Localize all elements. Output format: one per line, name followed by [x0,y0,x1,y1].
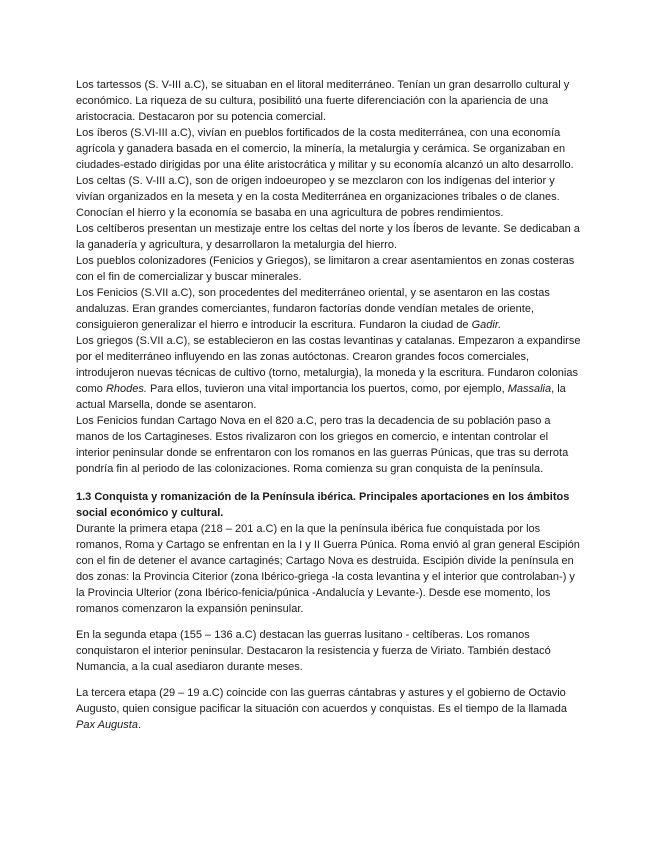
paragraph-celtiberos: Los celtíberos presentan un mestizaje entre los celtas del norte y los Íberos de levante. Se dedicaban a la ganadería y agricultura, y desarrollaron la metalurgia del hierro. [76,223,580,251]
paragraph-iberos: Los íberos (S.VI-III a.C), vivían en pueblos fortificados de la costa mediterránea, con una economía agrícola y ganadera basada en el comercio, la minería, la metalurgia y cerámica. Se organizaban en ciudades-estado dirigidas por una élite aristocrática y militar y su economía alcanzó un alto desarrollo. [76,127,574,171]
griegos-text-1: Los griegos (S.VII a.C), se establecieron en las costas levantinas y catalanas. Empezaron a expandirse por el mediterráneo influyendo en las zonas autóctonas. Crearon grandes focos comerciales, introdujeron nuevas técnicas de cultivo (torno, metalurgia), la moneda y la escritura. Fundaron colonias como [76,335,581,395]
etapa-3-end: . [137,719,142,731]
griegos-text-3: , la actual Marsella, donde se asentaron. [76,383,566,411]
paragraph-colonizadores: Los pueblos colonizadores (Fenicios y Griegos), se limitaron a crear asentamientos en zonas costeras con el fin de comercializar y buscar minerales. [76,255,575,283]
paragraph-etapa-1: Durante la primera etapa (218 – 201 a.C) en la que la península ibérica fue conquistada por los romanos, Roma y Cartago se enfrentan en la I y II Guerra Púnica. Roma envió al gran general Escipión con el fin de detener el avance cartaginés; Cartago Nova es destruida. Escipión divide la península en dos zonas: la Provincia Citerior (zona Ibérico-griega -la costa levantina y el interior que controlaban-) y la Provincia Ulterior (zona Ibérico-fenicia/púnica -Andalucía y Levante-). Desde ese momento, los romanos comenzaron la expansión peninsular. [76,523,580,615]
griegos-italic-2: Massalia [507,383,552,395]
paragraph-tartessos: Los tartessos (S. V-III a.C), se situaban en el litoral mediterráneo. Tenían un gran desarrollo cultural y económico. La riqueza de su cultura, posibilitó una fuerte diferenciación con la apariencia de una aristocracia. Destacaron por su potencia comercial. [76,79,570,123]
section-heading: 1.3 Conquista y romanización de la Península ibérica. Principales aportaciones en los ámbitos social económico y cultural. [76,491,570,519]
document-body [76,77,581,733]
paragraph-spacer [76,617,581,627]
griegos-italic-1: Rhodes. [105,383,147,395]
paragraph-griegos [76,333,581,413]
etapa-3-text: La tercera etapa (29 – 19 a.C) coincide con las guerras cántabras y astures y el gobierno de Octavio Augusto, quien consigue pacificar la situación con acuerdos y conquistas. Es el tiempo de la llamada [76,687,568,715]
etapa-3-italic: Pax Augusta [76,719,138,731]
paragraph-fenicios [76,285,581,333]
paragraph-etapa-2: En la segunda etapa (155 – 136 a.C) destacan las guerras lusitano - celtíberas. Los romanos conquistaron el interior peninsular. Destacaron la resistencia y fuerza de Viriato. También destacó Numancia, a la cual asediaron durante meses. [76,629,551,673]
fenicios-italic: Gadir. [471,319,502,331]
paragraph-cartago: Los Fenicios fundan Cartago Nova en el 820 a.C, pero tras la decadencia de su población paso a manos de los Cartagineses. Estos rivalizaron con los griegos en comercio, e intentan controlar el interior peninsular donde se enfrentaron con los romanos en las guerras Púnicas, que tras su derrota pondría fin al periodo de las colonizaciones. Roma comienza su gran conquista de la península. [76,415,569,475]
section-gap [76,477,581,489]
griegos-text-2: Para ellos, tuvieron una vital importancia los puertos, como, por ejemplo, [150,383,505,395]
paragraph-celtas: Los celtas (S. V-III a.C), son de origen indoeuropeo y se mezclaron con los indígenas del interior y vivían organizados en la meseta y en la costa Mediterránea en organizaciones tribales o de clanes. Conocían el hierro y la economía se basaba en una agricultura de pobres rendimientos. [76,175,560,219]
fenicios-text: Los Fenicios (S.VII a.C), son procedentes del mediterráneo oriental, y se asentaron en las costas andaluzas. Eran grandes comerciantes, fundaron factorías donde vendían metales de oriente, consiguieron generalizar el hierro e introducir la escritura. Fundaron la ciudad de [76,287,550,331]
paragraph-spacer [76,675,581,685]
paragraph-etapa-3 [76,685,581,733]
